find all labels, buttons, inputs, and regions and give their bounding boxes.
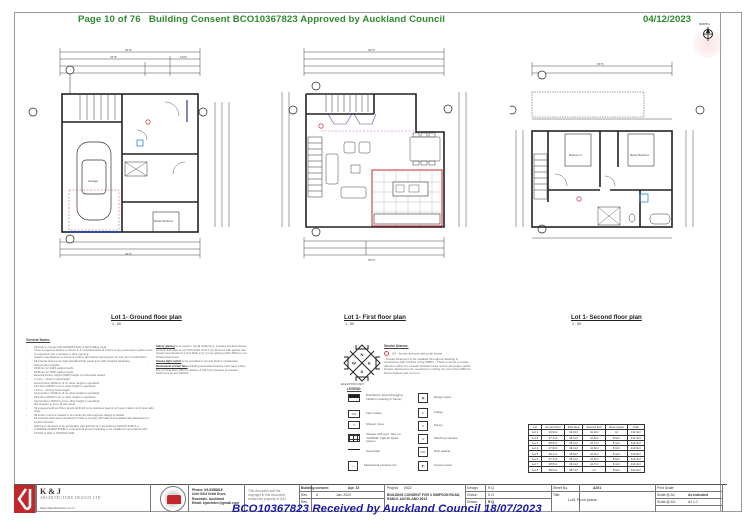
smoke-detector-icon (384, 351, 389, 356)
general-note: - External joinery height (2400) height not otherwise stated. (26, 374, 154, 378)
divider (150, 484, 151, 512)
lot-area-table (528, 424, 645, 473)
second-floor-plan-title: Lot 1- Second floor plan (571, 314, 642, 321)
general-note: - Second floor 2600mm (if no other height is specified) (26, 400, 154, 404)
firm-logo (14, 485, 36, 513)
svg-text:W: W (352, 360, 356, 366)
svg-text:1820: 1820 (180, 55, 187, 59)
safety-note: - Mechanical extract fans including associated ducting must have a flow rate not less than: 25L/s to kitchen & 15L/s for showers & ensuites, bathrooms as per G4/AS1. (148, 365, 248, 376)
ground-floor-plan-scale: 1 : 50 (112, 322, 121, 326)
approval-stamp-header: Page 10 of 76 Building Consent BCO10367823 Approved by Auckland Council (78, 14, 445, 25)
legend-title: LEGEND: (347, 387, 362, 391)
sheet-right-border (720, 12, 723, 512)
elevation-key-label: ELEVATION KEY (341, 382, 365, 386)
svg-text:6675: 6675 (368, 48, 375, 52)
column-header: Second floor (583, 425, 606, 430)
rev-label: Rev. (301, 493, 308, 497)
scale-a1-value: As indicated (688, 493, 709, 497)
general-note: - Internal door heights: (26, 364, 154, 368)
legend-dish-washer: DW Dish washer (418, 447, 451, 457)
firm-seal-icon (160, 486, 186, 512)
general-notes-title: General Notes: (26, 338, 51, 342)
project-number: 0522 (404, 486, 412, 490)
dish-washer-icon: DW (418, 447, 428, 457)
extractor-fan-icon: ▢ (348, 461, 358, 471)
general-note: - Ground floor 2100mm (if no other height is specified) (26, 382, 154, 386)
first-floor-plan[interactable] (276, 42, 476, 267)
divider (655, 498, 722, 499)
firm-name: K & J (40, 487, 61, 496)
general-note: - All external stairs and internal floor finish to comply with table 5 Acceptable Slip Resistance in section D1/AS1. (26, 417, 154, 424)
svg-text:Master Bedroom: Master Bedroom (630, 154, 650, 157)
divider (655, 505, 722, 506)
general-note: - First floor 2200mm (if no other height is specified) (26, 396, 154, 400)
check-label: Check: (467, 493, 478, 497)
legend-extractor-fan: ▢ Mechanical extractor fan (348, 461, 397, 471)
svg-text:Bedroom 2: Bedroom 2 (569, 154, 582, 157)
divider (36, 484, 37, 512)
sheet-title: Lot1 Floor plans (568, 497, 597, 502)
svg-text:N: N (360, 352, 364, 357)
general-note: - A SMOKE ALARM ZONE is extended all around including to be installed in accordance with F7/AS1 & table 2 NZS4514 2011. (26, 428, 154, 435)
svg-text:Garage: Garage (88, 179, 99, 183)
smoke-alarms-note: Smoke Alarms: SA - Smoke detector with push button - Smoke Detectors to be installed throughout dwelling in compliance with F7/AS1 of the NZBC. - There must be a smoke detector within 3m of each bedroom door and in all escape paths. Smoke detectors to be mounted on ceiling not more than 300mm below highest part of room. (384, 345, 474, 376)
legend-washing-machine: W Washing machine (418, 434, 458, 444)
drawn-label: Drawn: (467, 500, 478, 504)
range-hood-icon: ▣ (418, 393, 428, 403)
table-row: Lot 6 27.1m² 36.1m² 41.6m² 8.6m² 113.4m² (529, 456, 645, 461)
legend-range-hood: ▣ Range Hood (418, 393, 451, 403)
general-note: - L.F.D.L - Joinery head height (26, 389, 154, 393)
title-label: Title: (553, 493, 561, 497)
svg-text:6675: 6675 (125, 252, 132, 256)
sheet-no-label: Sheet No. (553, 486, 569, 490)
smoke-alarms-title: Smoke Alarms: (384, 344, 409, 348)
general-note: - 2340mm for 2420 ceiling height. (26, 367, 154, 371)
divider (299, 491, 384, 492)
project-label: Project: (387, 486, 399, 490)
tiled-shower-icon (348, 434, 360, 442)
first-floor-plan-scale: 1 : 50 (345, 322, 354, 326)
second-floor-plan-scale: 1 : 50 (572, 322, 581, 326)
firm-subtitle: ARCHITECTURE DESIGN LTD (40, 496, 101, 500)
table-row: Lot 3 28.5m² 36.1m² 41.7m² 8.1m² 114.4m² (529, 440, 645, 445)
elevation-key-icon (342, 343, 382, 383)
north-arrow-icon (701, 24, 715, 42)
scale-a3-value: A1 x 2 (688, 500, 698, 504)
svg-text:S: S (360, 369, 364, 374)
general-note: - All exposed wall and floor structural finish to be stainless steel & corrosion class C & D near salty zone. (26, 407, 154, 414)
sheet-no-value: A201 (593, 486, 602, 490)
svg-text:6675: 6675 (125, 48, 132, 52)
general-note: - First floor 2200mm (if no other height is specified) (26, 385, 154, 389)
scale-a1-label: Scale @ A1: (657, 493, 676, 497)
building-consent-value: Apr. 23 (348, 486, 360, 490)
safety-notes (148, 345, 248, 377)
svg-text:4475: 4475 (110, 55, 117, 59)
column-header: First floor (564, 425, 583, 430)
general-note: - Glazing to all doors to be acceptable with E2/AS1 & in accordance AS/NZS 2208 & 2. (26, 425, 154, 429)
firm-url[interactable]: https://kjarchitecture.co.nz (40, 506, 75, 510)
svg-text:E: E (368, 360, 371, 366)
general-note: - Joinery manufacturer to check & confirm all window opening size on site prior to fabrication. (26, 356, 154, 360)
design-label: Design: (467, 486, 479, 490)
legend-fridge: F Fridge (418, 408, 443, 418)
safety-note: - Smoke light switch to be provided to top and bottom of staircase. (148, 360, 248, 364)
legend-towel-rail: Towel Rail (348, 449, 380, 454)
received-stamp: BCO10367823 Received by Auckland Council 18/07/2023 (232, 503, 542, 515)
access-panel-icon: ◩ (418, 461, 428, 471)
distribution-board-icon (348, 394, 360, 402)
svg-text:6675: 6675 (368, 258, 375, 262)
column-header: Deck space (606, 425, 628, 430)
scale-a3-label: Scale @ A3: (657, 500, 676, 504)
drawn-value: R.Q (488, 500, 495, 504)
column-header: Ground floor (542, 425, 565, 430)
safety-note: - Safety glazing to be used in: (a) all bathrooms, ensuites & toilets shower screens and toilet as per NZS 4223: Part 3, (b) all doors with glazed side panels (see Section 9.1 and Table 9.1), (c) any glazing within 800mm of a finished floor level. (148, 345, 248, 359)
divider (722, 484, 723, 512)
pantry-icon: P (418, 421, 428, 431)
legend-floor-waste: FW Floor waste (348, 410, 382, 418)
rev2-label: Rev. (301, 500, 308, 504)
shower-mixer-icon: ▭ (348, 421, 360, 429)
building-consent-label: Building consent (301, 486, 329, 490)
first-floor-plan-title: Lot 1- First floor plan (344, 314, 406, 321)
column-header: Total (627, 425, 644, 430)
ground-floor-plan-title: Lot 1- Ground floor plan (111, 314, 182, 321)
divider (188, 484, 189, 512)
towel-rail-icon (348, 449, 360, 454)
legend-distribution-board: Distribution board (Nogging 1200mm spacing in frame) (348, 394, 406, 402)
legend-shower-mixer: ▭ Shower mixer (348, 421, 384, 429)
rev-date: Jan. 2023 (336, 493, 351, 497)
divider (551, 491, 722, 492)
copyright-note: This document and the copyright in this document remain the property of K&J (248, 489, 286, 501)
table-row: Lot 4 27.6m² 36.1m² 41.6m² 8.6m² 113.9m² (529, 446, 645, 451)
general-notes (26, 339, 154, 435)
general-note: - L.G.F.L - Joinery head height (26, 378, 154, 382)
design-value: R.Q (488, 486, 495, 490)
table-row: Lot 2 27.1m² 36.1m² 41.6m² 8.6m² 113.4m² (529, 435, 645, 440)
firm-contact: Phone: 09-6388618 Unit G3/4 Orbit Drive, Rosedale, Auckland Email: kjarchitec@gmail.com (192, 488, 240, 505)
check-value: K.G (488, 493, 494, 497)
general-note: - All internal doors to be high standard flush panel door with selected hardware. (26, 360, 154, 364)
project-address: BUILDING CONSENT FOR 3 SIMPSON ROAD, RANUI, AUCKLAND 0612 (387, 493, 461, 502)
svg-text:6675: 6675 (597, 62, 604, 66)
divider (465, 491, 552, 492)
approval-stamp-date: 04/12/2023 (643, 14, 692, 25)
washing-machine-icon: W (418, 434, 428, 444)
ground-floor-plan[interactable] (25, 42, 245, 262)
legend-pantry: P Pantry (418, 421, 443, 431)
print-scale-label: Print Scale: (657, 486, 675, 490)
rev-value: 6 (316, 493, 318, 497)
table-row: Lot 5 28.1m² 35.8m² 41.6m² 8.1m² 113.6m² (529, 451, 645, 456)
table-row: Lot 1 34.9m² 34.9m² 41.2m² m² 111.0m² (529, 430, 645, 435)
general-note: - All timber must be treated to be confirmed with engineer design & details. (26, 414, 154, 418)
general-note: - Gib supplier to fix to all wet areas. (26, 403, 154, 407)
table-row: Lot 7 28.5m² 36.1m² 41.7m² 8.1m² 114.4m² (529, 462, 645, 467)
general-note: - Truss & engineer beams to inform K & J architectural Ltd if there is any point load or girder truss is supported over a window or door opening. (26, 349, 154, 356)
second-floor-plan[interactable] (510, 42, 710, 252)
divider (465, 498, 552, 499)
column-header: Lot (529, 425, 542, 430)
general-note: - 2040mm for 2500 ceiling height. (26, 371, 154, 375)
kj-logo-icon (17, 488, 33, 510)
north-label: NORTH (699, 22, 710, 26)
svg-text:Master Bedroom: Master Bedroom (154, 220, 174, 223)
table-row: Lot 8 38.0m² 38.7m² m² 8.6m² 121.9m² (529, 467, 645, 472)
general-note: - Ground floor 2100mm (if no other height is specified) (26, 392, 154, 396)
divider (299, 498, 384, 499)
floor-waste-icon: FW (348, 410, 360, 418)
fridge-icon: F (418, 408, 428, 418)
legend-tiled-shower: Shower wall over. Tiles on "HARDIE" rigid air liquid system (348, 433, 406, 444)
legend-access-panel: ◩ Access panel (418, 461, 452, 471)
general-note: - All work to comply with NZS3604:2011 & NZ building code. (26, 346, 154, 350)
